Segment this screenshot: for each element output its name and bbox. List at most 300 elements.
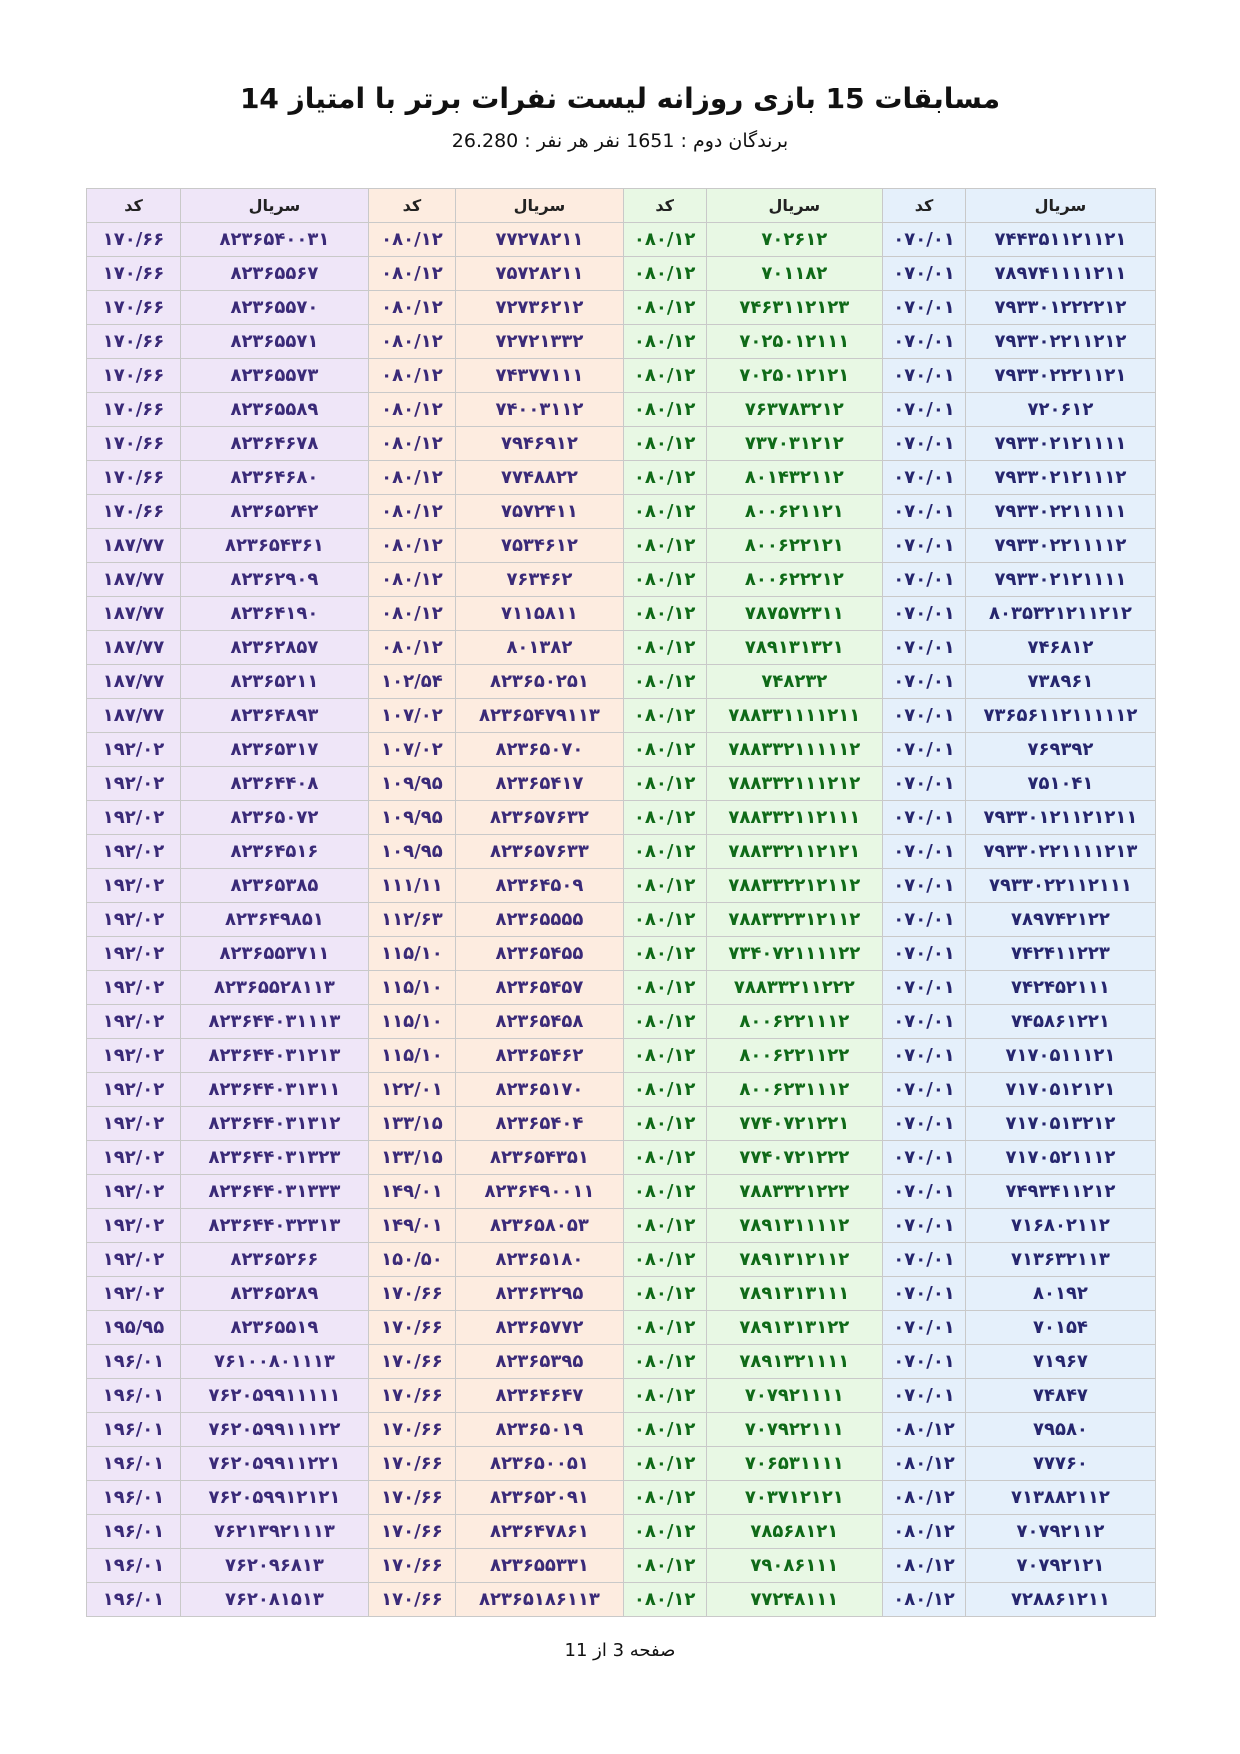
serial-cell: ۷۶۲۰۹۶۸۱۳ xyxy=(180,1549,368,1583)
code-cell: ۰۸۰/۱۲ xyxy=(883,1549,966,1583)
serial-cell: ۷۰۲۵۰۱۲۱۲۱ xyxy=(706,359,883,393)
page-number: صفحه 3 از 11 xyxy=(564,1640,676,1661)
serial-cell: ۸۲۳۶۴۱۹۰ xyxy=(180,597,368,631)
serial-cell: ۸۲۳۶۵۴۵۸ xyxy=(456,1005,624,1039)
code-cell: ۰۸۰/۱۲ xyxy=(623,1209,706,1243)
table-row xyxy=(87,495,1156,529)
table-row xyxy=(87,1141,1156,1175)
serial-cell: ۷۵۷۲۴۱۱ xyxy=(456,495,624,529)
serial-cell: ۷۸۸۳۳۲۱۱۱۱۱۲ xyxy=(706,733,883,767)
serial-cell: ۷۹۳۳۰۲۲۲۱۱۲۱ xyxy=(965,359,1155,393)
table-row xyxy=(87,903,1156,937)
code-cell: ۰۸۰/۱۲ xyxy=(623,597,706,631)
serial-cell: ۷۸۹۷۴۲۱۲۲ xyxy=(965,903,1155,937)
table-row xyxy=(87,1039,1156,1073)
code-cell: ۰۸۰/۱۲ xyxy=(368,291,455,325)
serial-cell: ۸۲۳۶۴۹۸۵۱ xyxy=(180,903,368,937)
code-cell: ۰۸۰/۱۲ xyxy=(623,1141,706,1175)
code-cell: ۰۸۰/۱۲ xyxy=(623,1345,706,1379)
serial-cell: ۸۰۰۶۲۱۱۲۱ xyxy=(706,495,883,529)
code-cell: ۱۹۲/۰۲ xyxy=(87,1073,181,1107)
code-cell: ۱۷۰/۶۶ xyxy=(87,393,181,427)
serial-cell: ۸۲۳۶۵۵۷۰ xyxy=(180,291,368,325)
code-cell: ۱۹۲/۰۲ xyxy=(87,767,181,801)
table-row xyxy=(87,427,1156,461)
serial-cell: ۷۸۹۱۳۱۳۲۱ xyxy=(706,631,883,665)
table-row xyxy=(87,223,1156,257)
serial-cell: ۸۲۳۶۴۶۷۸ xyxy=(180,427,368,461)
code-cell: ۰۸۰/۱۲ xyxy=(623,665,706,699)
serial-cell: ۷۵۱۰۴۱ xyxy=(965,767,1155,801)
table-header-row xyxy=(87,189,1156,223)
serial-cell: ۷۹۵۸۰ xyxy=(965,1413,1155,1447)
table-row xyxy=(87,733,1156,767)
serial-cell: ۸۲۳۶۴۴۰۳۱۳۲۳ xyxy=(180,1141,368,1175)
code-cell: ۱۹۲/۰۲ xyxy=(87,1039,181,1073)
code-cell: ۰۸۰/۱۲ xyxy=(368,529,455,563)
code-cell: ۱۷۰/۶۶ xyxy=(87,359,181,393)
code-cell: ۱۱۱/۱۱ xyxy=(368,869,455,903)
table-row xyxy=(87,1073,1156,1107)
serial-cell: ۷۶۲۰۵۹۹۱۲۱۲۱ xyxy=(180,1481,368,1515)
code-cell: ۱۷۰/۶۶ xyxy=(368,1413,455,1447)
code-cell: ۱۹۲/۰۲ xyxy=(87,1209,181,1243)
table-row xyxy=(87,359,1156,393)
code-cell: ۰۸۰/۱۲ xyxy=(623,1175,706,1209)
serial-cell: ۷۱۷۰۵۲۱۱۱۲ xyxy=(965,1141,1155,1175)
code-cell: ۰۸۰/۱۲ xyxy=(883,1583,966,1617)
serial-cell: ۷۸۸۳۳۱۱۱۱۲۱۱ xyxy=(706,699,883,733)
serial-cell: ۷۷۴۰۷۲۱۲۲۱ xyxy=(706,1107,883,1141)
serial-cell: ۷۶۲۰۵۹۹۱۱۱۱۱ xyxy=(180,1379,368,1413)
serial-cell: ۷۴۵۸۶۱۲۲۱ xyxy=(965,1005,1155,1039)
serial-cell: ۷۸۸۳۳۲۱۱۲۱۱۱ xyxy=(706,801,883,835)
serial-cell: ۸۲۳۶۵۷۶۳۳ xyxy=(456,835,624,869)
code-cell: ۰۷۰/۰۱ xyxy=(883,563,966,597)
serial-cell: ۷۲۰۶۱۲ xyxy=(965,393,1155,427)
serial-cell: ۷۴۸۴۷ xyxy=(965,1379,1155,1413)
serial-cell: ۷۹۳۳۰۲۱۲۱۱۱۱ xyxy=(965,427,1155,461)
serial-cell: ۷۶۲۰۸۱۵۱۳ xyxy=(180,1583,368,1617)
code-cell: ۱۸۷/۷۷ xyxy=(87,631,181,665)
table-row xyxy=(87,291,1156,325)
code-cell: ۰۸۰/۱۲ xyxy=(623,1447,706,1481)
serial-cell: ۷۹۳۳۰۲۲۱۱۱۱۲ xyxy=(965,529,1155,563)
table-row xyxy=(87,257,1156,291)
code-cell: ۰۸۰/۱۲ xyxy=(623,1107,706,1141)
serial-cell: ۸۲۳۶۵۰۱۹ xyxy=(456,1413,624,1447)
serial-cell: ۸۲۳۶۵۲۱۱ xyxy=(180,665,368,699)
table-row xyxy=(87,1005,1156,1039)
code-cell: ۰۸۰/۱۲ xyxy=(883,1481,966,1515)
serial-cell: ۷۶۱۰۰۸۰۱۱۱۳ xyxy=(180,1345,368,1379)
serial-cell: ۷۸۹۱۳۲۱۱۱۱ xyxy=(706,1345,883,1379)
code-cell: ۱۹۲/۰۲ xyxy=(87,1243,181,1277)
table-row xyxy=(87,1209,1156,1243)
serial-cell: ۷۸۵۶۸۱۲۱ xyxy=(706,1515,883,1549)
serial-cell: ۸۲۳۶۵۵۲۸۱۱۳ xyxy=(180,971,368,1005)
code-cell: ۰۸۰/۱۲ xyxy=(623,699,706,733)
table-row xyxy=(87,665,1156,699)
code-cell: ۰۷۰/۰۱ xyxy=(883,1243,966,1277)
serial-cell: ۸۲۳۶۴۴۰۳۱۳۱۱ xyxy=(180,1073,368,1107)
code-cell: ۰۸۰/۱۲ xyxy=(623,1005,706,1039)
serial-cell: ۷۸۸۳۳۲۳۱۲۱۱۲ xyxy=(706,903,883,937)
code-cell: ۱۷۰/۶۶ xyxy=(368,1583,455,1617)
serial-cell: ۸۲۳۶۴۴۰۳۱۳۳۳ xyxy=(180,1175,368,1209)
serial-cell: ۸۲۳۶۵۳۹۵ xyxy=(456,1345,624,1379)
serial-cell: ۷۸۹۱۳۱۲۱۱۲ xyxy=(706,1243,883,1277)
serial-cell: ۷۷۴۰۷۲۱۲۲۲ xyxy=(706,1141,883,1175)
serial-cell: ۸۲۳۶۵۳۸۵ xyxy=(180,869,368,903)
table-row xyxy=(87,1447,1156,1481)
code-cell: ۱۹۲/۰۲ xyxy=(87,903,181,937)
code-cell: ۰۷۰/۰۱ xyxy=(883,1073,966,1107)
serial-cell: ۷۱۹۶۷ xyxy=(965,1345,1155,1379)
serial-cell: ۷۲۷۲۱۳۳۲ xyxy=(456,325,624,359)
serial-cell: ۷۴۳۷۷۱۱۱ xyxy=(456,359,624,393)
serial-cell: ۷۴۹۳۴۱۱۲۱۲ xyxy=(965,1175,1155,1209)
serial-cell: ۷۰۳۷۱۲۱۲۱ xyxy=(706,1481,883,1515)
serial-cell: ۷۴۲۴۱۱۲۲۳ xyxy=(965,937,1155,971)
code-cell: ۱۸۷/۷۷ xyxy=(87,597,181,631)
code-cell: ۰۷۰/۰۱ xyxy=(883,971,966,1005)
code-cell: ۰۷۰/۰۱ xyxy=(883,325,966,359)
table-row xyxy=(87,801,1156,835)
code-cell: ۱۵۰/۵۰ xyxy=(368,1243,455,1277)
code-cell: ۰۸۰/۱۲ xyxy=(368,461,455,495)
serial-cell: ۸۲۳۶۵۵۷۱ xyxy=(180,325,368,359)
code-cell: ۰۸۰/۱۲ xyxy=(883,1413,966,1447)
code-cell: ۰۷۰/۰۱ xyxy=(883,665,966,699)
code-cell: ۱۰۷/۰۲ xyxy=(368,699,455,733)
serial-cell: ۸۲۳۶۴۸۹۳ xyxy=(180,699,368,733)
serial-cell: ۷۳۷۰۳۱۲۱۲ xyxy=(706,427,883,461)
serial-cell: ۷۰۷۹۲۱۲۱ xyxy=(965,1549,1155,1583)
serial-cell: ۸۲۳۶۵۲۴۲ xyxy=(180,495,368,529)
table-row xyxy=(87,1311,1156,1345)
code-cell: ۰۷۰/۰۱ xyxy=(883,1107,966,1141)
code-cell: ۱۹۲/۰۲ xyxy=(87,733,181,767)
code-cell: ۰۷۰/۰۱ xyxy=(883,1175,966,1209)
code-cell: ۰۷۰/۰۱ xyxy=(883,223,966,257)
serial-cell: ۷۹۳۳۰۲۲۱۱۲۱۱۱ xyxy=(965,869,1155,903)
code-cell: ۰۸۰/۱۲ xyxy=(623,1073,706,1107)
code-cell: ۱۴۹/۰۱ xyxy=(368,1175,455,1209)
code-cell: ۱۷۰/۶۶ xyxy=(87,291,181,325)
code-cell: ۰۷۰/۰۱ xyxy=(883,461,966,495)
serial-cell: ۷۰۷۹۲۱۱۱۱ xyxy=(706,1379,883,1413)
table-row xyxy=(87,1243,1156,1277)
code-cell: ۰۷۰/۰۱ xyxy=(883,835,966,869)
table-row xyxy=(87,1379,1156,1413)
code-cell: ۱۹۶/۰۱ xyxy=(87,1549,181,1583)
code-cell: ۰۷۰/۰۱ xyxy=(883,1379,966,1413)
code-cell: ۰۷۰/۰۱ xyxy=(883,529,966,563)
serial-cell: ۸۰۱۳۸۲ xyxy=(456,631,624,665)
code-cell: ۱۱۵/۱۰ xyxy=(368,1005,455,1039)
code-cell: ۰۸۰/۱۲ xyxy=(623,291,706,325)
serial-cell: ۷۴۲۴۵۲۱۱۱ xyxy=(965,971,1155,1005)
serial-cell: ۸۰۳۵۳۲۱۲۱۱۲۱۲ xyxy=(965,597,1155,631)
code-cell: ۰۷۰/۰۱ xyxy=(883,257,966,291)
code-cell: ۰۸۰/۱۲ xyxy=(883,1447,966,1481)
serial-cell: ۸۲۳۶۵۵۳۳۱ xyxy=(456,1549,624,1583)
serial-cell: ۸۲۳۶۲۹۰۹ xyxy=(180,563,368,597)
table-row xyxy=(87,1345,1156,1379)
code-cell: ۰۷۰/۰۱ xyxy=(883,767,966,801)
serial-cell: ۷۴۸۲۳۲ xyxy=(706,665,883,699)
code-cell: ۱۹۲/۰۲ xyxy=(87,1107,181,1141)
serial-cell: ۷۱۳۶۳۲۱۱۳ xyxy=(965,1243,1155,1277)
serial-cell: ۷۳۴۰۷۲۱۱۱۱۲۲ xyxy=(706,937,883,971)
serial-cell: ۷۶۹۳۹۲ xyxy=(965,733,1155,767)
code-cell: ۱۰۹/۹۵ xyxy=(368,801,455,835)
table-row xyxy=(87,937,1156,971)
serial-cell: ۸۲۳۶۴۶۴۷ xyxy=(456,1379,624,1413)
code-cell: ۱۹۶/۰۱ xyxy=(87,1345,181,1379)
code-cell: ۱۹۲/۰۲ xyxy=(87,937,181,971)
serial-cell: ۷۰۱۱۸۲ xyxy=(706,257,883,291)
code-cell: ۱۷۰/۶۶ xyxy=(368,1379,455,1413)
serial-cell: ۸۲۳۶۴۶۸۰ xyxy=(180,461,368,495)
table-row xyxy=(87,1549,1156,1583)
code-cell: ۱۴۹/۰۱ xyxy=(368,1209,455,1243)
serial-cell: ۷۰۷۹۲۱۱۲ xyxy=(965,1515,1155,1549)
serial-cell: ۸۰۱۹۲ xyxy=(965,1277,1155,1311)
serial-cell: ۸۲۳۶۵۰۰۵۱ xyxy=(456,1447,624,1481)
table-row xyxy=(87,1515,1156,1549)
table-row xyxy=(87,1481,1156,1515)
serial-cell: ۸۲۳۶۵۷۷۲ xyxy=(456,1311,624,1345)
code-cell: ۰۷۰/۰۱ xyxy=(883,801,966,835)
serial-cell: ۸۲۳۶۵۴۵۷ xyxy=(456,971,624,1005)
serial-cell: ۸۰۰۶۲۲۱۱۱۲ xyxy=(706,1005,883,1039)
code-cell: ۰۸۰/۱۲ xyxy=(623,461,706,495)
code-cell: ۱۹۶/۰۱ xyxy=(87,1515,181,1549)
code-cell: ۰۸۰/۱۲ xyxy=(368,359,455,393)
code-cell: ۰۸۰/۱۲ xyxy=(623,1515,706,1549)
serial-cell: ۸۲۳۶۵۱۷۰ xyxy=(456,1073,624,1107)
serial-cell: ۷۹۳۳۰۲۲۱۱۲۱۲ xyxy=(965,325,1155,359)
code-cell: ۰۷۰/۰۱ xyxy=(883,495,966,529)
column-header-code: کد xyxy=(87,189,181,223)
code-cell: ۱۹۶/۰۱ xyxy=(87,1413,181,1447)
serial-cell: ۷۱۱۵۸۱۱ xyxy=(456,597,624,631)
code-cell: ۰۸۰/۱۲ xyxy=(623,1379,706,1413)
code-cell: ۱۹۲/۰۲ xyxy=(87,1175,181,1209)
serial-cell: ۸۲۳۶۲۸۵۷ xyxy=(180,631,368,665)
code-cell: ۰۸۰/۱۲ xyxy=(368,495,455,529)
serial-cell: ۷۰۱۵۴ xyxy=(965,1311,1155,1345)
serial-cell: ۷۵۳۴۶۱۲ xyxy=(456,529,624,563)
code-cell: ۰۸۰/۱۲ xyxy=(623,257,706,291)
column-header-serial: سریال xyxy=(456,189,624,223)
code-cell: ۱۸۷/۷۷ xyxy=(87,529,181,563)
serial-cell: ۷۸۸۳۳۲۱۱۱۲۱۲ xyxy=(706,767,883,801)
serial-cell: ۸۲۳۶۵۷۶۳۲ xyxy=(456,801,624,835)
code-cell: ۰۷۰/۰۱ xyxy=(883,393,966,427)
serial-cell: ۸۲۳۶۵۲۰۹۱ xyxy=(456,1481,624,1515)
code-cell: ۱۳۳/۱۵ xyxy=(368,1107,455,1141)
code-cell: ۰۷۰/۰۱ xyxy=(883,597,966,631)
code-cell: ۰۸۰/۱۲ xyxy=(623,1481,706,1515)
page-title: مسابقات 15 بازی روزانه لیست نفرات برتر با امتیاز 14 xyxy=(239,82,1001,115)
code-cell: ۱۲۲/۰۱ xyxy=(368,1073,455,1107)
serial-cell: ۸۲۳۶۵۴۳۶۱ xyxy=(180,529,368,563)
code-cell: ۱۰۷/۰۲ xyxy=(368,733,455,767)
code-cell: ۱۷۰/۶۶ xyxy=(87,257,181,291)
serial-cell: ۷۸۸۳۳۲۲۱۲۱۱۲ xyxy=(706,869,883,903)
code-cell: ۱۹۲/۰۲ xyxy=(87,801,181,835)
code-cell: ۱۷۰/۶۶ xyxy=(368,1481,455,1515)
code-cell: ۰۸۰/۱۲ xyxy=(623,1277,706,1311)
code-cell: ۰۸۰/۱۲ xyxy=(623,767,706,801)
code-cell: ۱۱۵/۱۰ xyxy=(368,1039,455,1073)
code-cell: ۰۸۰/۱۲ xyxy=(623,359,706,393)
code-cell: ۰۸۰/۱۲ xyxy=(623,733,706,767)
table-row xyxy=(87,597,1156,631)
code-cell: ۰۸۰/۱۲ xyxy=(623,1311,706,1345)
serial-cell: ۷۸۹۱۳۱۳۱۲۲ xyxy=(706,1311,883,1345)
code-cell: ۱۹۲/۰۲ xyxy=(87,1141,181,1175)
serial-cell: ۷۸۹۷۴۱۱۱۱۲۱۱ xyxy=(965,257,1155,291)
code-cell: ۱۱۵/۱۰ xyxy=(368,937,455,971)
code-cell: ۰۸۰/۱۲ xyxy=(368,223,455,257)
code-cell: ۱۷۰/۶۶ xyxy=(87,325,181,359)
code-cell: ۰۷۰/۰۱ xyxy=(883,1141,966,1175)
code-cell: ۱۹۶/۰۱ xyxy=(87,1447,181,1481)
column-header-code: کد xyxy=(368,189,455,223)
code-cell: ۰۸۰/۱۲ xyxy=(623,1039,706,1073)
code-cell: ۰۷۰/۰۱ xyxy=(883,631,966,665)
code-cell: ۰۸۰/۱۲ xyxy=(883,1515,966,1549)
code-cell: ۰۷۰/۰۱ xyxy=(883,1345,966,1379)
serial-cell: ۸۲۳۶۴۹۰۰۱۱ xyxy=(456,1175,624,1209)
serial-cell: ۸۰۰۶۲۲۲۱۲ xyxy=(706,563,883,597)
code-cell: ۱۷۰/۶۶ xyxy=(368,1311,455,1345)
code-cell: ۱۷۰/۶۶ xyxy=(87,461,181,495)
serial-cell: ۷۸۹۱۳۱۱۱۱۲ xyxy=(706,1209,883,1243)
code-cell: ۰۷۰/۰۱ xyxy=(883,427,966,461)
table-row xyxy=(87,1175,1156,1209)
code-cell: ۰۸۰/۱۲ xyxy=(368,563,455,597)
serial-cell: ۸۲۳۶۵۱۸۰ xyxy=(456,1243,624,1277)
serial-cell: ۷۸۹۱۳۱۳۱۱۱ xyxy=(706,1277,883,1311)
serial-cell: ۸۲۳۶۵۰۲۵۱ xyxy=(456,665,624,699)
code-cell: ۰۸۰/۱۲ xyxy=(368,257,455,291)
serial-cell: ۷۵۷۲۸۲۱۱ xyxy=(456,257,624,291)
serial-cell: ۸۲۳۶۵۲۸۹ xyxy=(180,1277,368,1311)
table-row xyxy=(87,869,1156,903)
serial-cell: ۸۲۳۶۵۵۵۵ xyxy=(456,903,624,937)
table-row xyxy=(87,1583,1156,1617)
code-cell: ۱۷۰/۶۶ xyxy=(368,1277,455,1311)
code-cell: ۱۹۶/۰۱ xyxy=(87,1583,181,1617)
winners-table xyxy=(86,188,1156,1617)
table-row xyxy=(87,699,1156,733)
serial-cell: ۸۲۳۶۵۵۸۹ xyxy=(180,393,368,427)
code-cell: ۰۸۰/۱۲ xyxy=(623,563,706,597)
code-cell: ۰۸۰/۱۲ xyxy=(623,325,706,359)
serial-cell: ۸۲۳۶۵۰۷۰ xyxy=(456,733,624,767)
code-cell: ۰۸۰/۱۲ xyxy=(623,631,706,665)
serial-cell: ۷۹۳۳۰۲۱۲۱۱۱۲ xyxy=(965,461,1155,495)
serial-cell: ۷۹۳۳۰۲۲۱۱۱۱۲۱۳ xyxy=(965,835,1155,869)
serial-cell: ۷۳۶۵۶۱۱۲۱۱۱۱۱۲ xyxy=(965,699,1155,733)
serial-cell: ۸۰۱۴۳۲۱۱۲ xyxy=(706,461,883,495)
code-cell: ۱۱۲/۶۳ xyxy=(368,903,455,937)
column-header-code: کد xyxy=(623,189,706,223)
code-cell: ۰۸۰/۱۲ xyxy=(623,529,706,563)
code-cell: ۰۷۰/۰۱ xyxy=(883,291,966,325)
serial-cell: ۷۶۲۱۳۹۲۱۱۱۳ xyxy=(180,1515,368,1549)
serial-cell: ۸۲۳۶۵۵۱۹ xyxy=(180,1311,368,1345)
code-cell: ۰۸۰/۱۲ xyxy=(368,325,455,359)
serial-cell: ۷۰۲۶۱۲ xyxy=(706,223,883,257)
serial-cell: ۷۱۷۰۵۱۱۱۲۱ xyxy=(965,1039,1155,1073)
code-cell: ۱۳۳/۱۵ xyxy=(368,1141,455,1175)
code-cell: ۰۸۰/۱۲ xyxy=(368,427,455,461)
serial-cell: ۷۹۳۳۰۱۲۲۲۲۱۲ xyxy=(965,291,1155,325)
serial-cell: ۸۲۳۶۴۷۸۶۱ xyxy=(456,1515,624,1549)
code-cell: ۰۷۰/۰۱ xyxy=(883,1039,966,1073)
serial-cell: ۷۷۷۶۰ xyxy=(965,1447,1155,1481)
code-cell: ۰۸۰/۱۲ xyxy=(623,495,706,529)
serial-cell: ۷۶۲۰۵۹۹۱۱۲۲۱ xyxy=(180,1447,368,1481)
serial-cell: ۷۱۷۰۵۱۲۱۲۱ xyxy=(965,1073,1155,1107)
table-row xyxy=(87,461,1156,495)
serial-cell: ۸۲۳۶۳۲۹۵ xyxy=(456,1277,624,1311)
serial-cell: ۷۱۷۰۵۱۳۲۱۲ xyxy=(965,1107,1155,1141)
code-cell: ۱۰۹/۹۵ xyxy=(368,835,455,869)
code-cell: ۰۷۰/۰۱ xyxy=(883,937,966,971)
serial-cell: ۸۲۳۶۴۴۰۳۱۳۱۲ xyxy=(180,1107,368,1141)
serial-cell: ۸۲۳۶۵۵۷۳ xyxy=(180,359,368,393)
code-cell: ۰۸۰/۱۲ xyxy=(368,631,455,665)
code-cell: ۱۹۲/۰۲ xyxy=(87,869,181,903)
code-cell: ۰۸۰/۱۲ xyxy=(623,223,706,257)
serial-cell: ۸۲۳۶۴۴۰۳۱۱۱۳ xyxy=(180,1005,368,1039)
column-header-serial: سریال xyxy=(180,189,368,223)
serial-cell: ۸۲۳۶۵۴۱۷ xyxy=(456,767,624,801)
code-cell: ۰۷۰/۰۱ xyxy=(883,699,966,733)
code-cell: ۰۸۰/۱۲ xyxy=(623,835,706,869)
serial-cell: ۸۲۳۶۵۰۷۲ xyxy=(180,801,368,835)
serial-cell: ۷۹۰۸۶۱۱۱ xyxy=(706,1549,883,1583)
code-cell: ۱۸۷/۷۷ xyxy=(87,699,181,733)
serial-cell: ۸۲۳۶۴۴۰۳۱۲۱۳ xyxy=(180,1039,368,1073)
serial-cell: ۷۸۸۳۳۲۱۱۲۲۲ xyxy=(706,971,883,1005)
serial-cell: ۸۰۰۶۲۲۱۲۱ xyxy=(706,529,883,563)
code-cell: ۰۸۰/۱۲ xyxy=(623,427,706,461)
serial-cell: ۷۲۷۳۶۲۱۲ xyxy=(456,291,624,325)
serial-cell: ۸۲۳۶۵۵۳۷۱۱ xyxy=(180,937,368,971)
code-cell: ۱۹۶/۰۱ xyxy=(87,1481,181,1515)
code-cell: ۱۷۰/۶۶ xyxy=(368,1515,455,1549)
code-cell: ۰۸۰/۱۲ xyxy=(623,1243,706,1277)
column-header-serial: سریال xyxy=(706,189,883,223)
code-cell: ۰۷۰/۰۱ xyxy=(883,1209,966,1243)
serial-cell: ۸۲۳۶۴۴۰۸ xyxy=(180,767,368,801)
code-cell: ۱۷۰/۶۶ xyxy=(87,427,181,461)
code-cell: ۰۸۰/۱۲ xyxy=(623,1413,706,1447)
serial-cell: ۷۴۴۳۵۱۱۲۱۱۲۱ xyxy=(965,223,1155,257)
serial-cell: ۷۶۲۰۵۹۹۱۱۱۲۲ xyxy=(180,1413,368,1447)
code-cell: ۰۸۰/۱۲ xyxy=(623,903,706,937)
serial-cell: ۷۱۶۸۰۲۱۱۲ xyxy=(965,1209,1155,1243)
serial-cell: ۸۲۳۶۵۳۱۷ xyxy=(180,733,368,767)
